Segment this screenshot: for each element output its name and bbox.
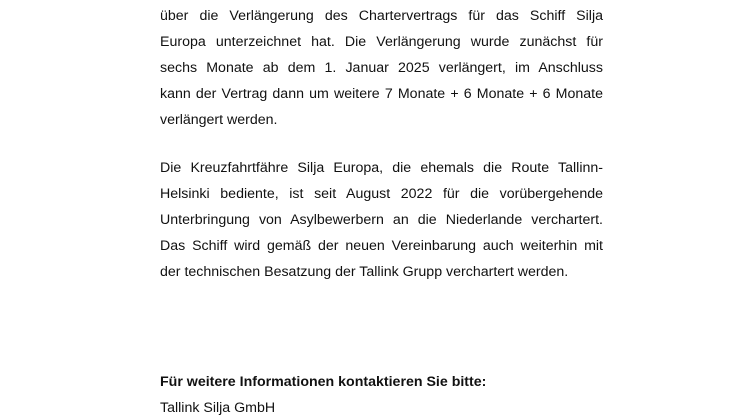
body-paragraph-ship-background xyxy=(160,155,603,285)
contact-heading: Für weitere Informationen kontaktieren Sie bitte: xyxy=(160,374,487,390)
contact-company-name: Tallink Silja GmbH xyxy=(160,400,276,416)
paragraph-line: Unterbringung von Asylbewerbern an die Niederlande verchartert. xyxy=(160,212,603,228)
paragraph-line: verlängert werden. xyxy=(160,112,278,128)
paragraph-line: Helsinki bediente, ist seit August 2022 für die vorübergehende xyxy=(160,186,603,202)
paragraph-line: der technischen Besatzung der Tallink Grupp verchartert werden. xyxy=(160,264,569,280)
paragraph-line: über die Verlängerung des Chartervertrags für das Schiff Silja xyxy=(160,8,603,24)
paragraph-line: Das Schiff wird gemäß der neuen Vereinbarung auch weiterhin mit xyxy=(160,238,603,254)
body-paragraph-charter-extension xyxy=(160,3,603,133)
paragraph-line: sechs Monate ab dem 1. Januar 2025 verlängert, im Anschluss xyxy=(160,60,603,76)
paragraph-line: kann der Vertrag dann um weitere 7 Monate + 6 Monate + 6 Monate xyxy=(160,86,603,102)
paragraph-line: Die Kreuzfahrtfähre Silja Europa, die ehemals die Route Tallinn- xyxy=(160,160,603,176)
paragraph-line: Europa unterzeichnet hat. Die Verlängerung wurde zunächst für xyxy=(160,34,603,50)
